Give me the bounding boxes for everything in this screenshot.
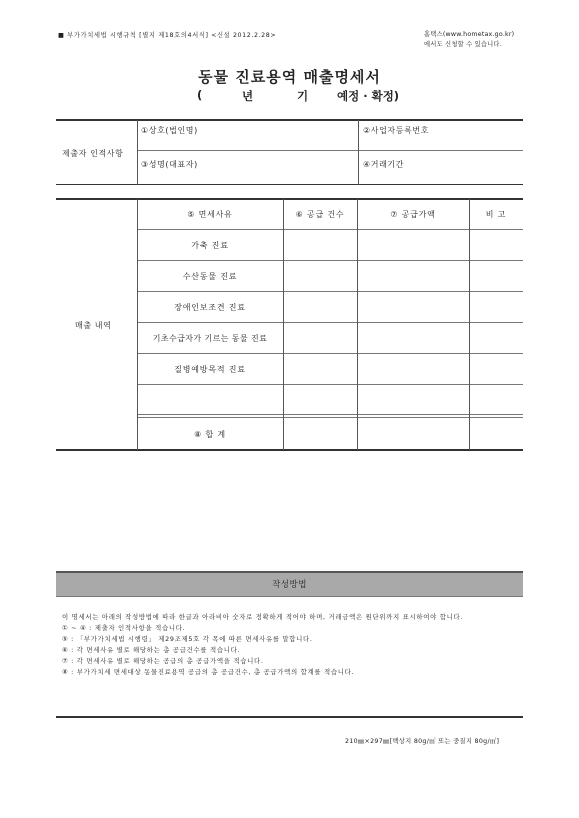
instructions-body — [62, 612, 514, 678]
instruction-line: ⑥ : 각 면세사유 별로 해당하는 총 공급건수를 적습니다. — [62, 646, 241, 654]
divider — [137, 120, 138, 185]
divider — [137, 150, 523, 151]
divider — [137, 384, 523, 385]
header-remarks: 비 고 — [485, 210, 507, 219]
instruction-line: ⑦ : 각 면세사유 별로 해당하는 공급의 총 공급가액을 적습니다. — [62, 657, 264, 665]
transaction-period-label: ④거래기간 — [363, 160, 405, 169]
subtitle-open-paren: ( — [197, 88, 203, 102]
divider — [357, 199, 358, 450]
table-row-aquatic: 수산동물 진료 — [182, 272, 238, 281]
trade-name-label: ①상호(법인명) — [141, 126, 198, 135]
page-title: 동물 진료용역 매출명세서 — [198, 68, 381, 86]
instruction-line: ⑧ : 부가가치세 면세대상 동물진료용역 공급의 총 공급건수, 총 공급가액의 합계를 적습니다. — [62, 668, 355, 676]
hometax-line-2: 에서도 신청할 수 있습니다. — [424, 41, 502, 48]
divider — [56, 449, 523, 451]
hometax-notice — [424, 30, 514, 50]
total-label: ⑧ 합 계 — [194, 430, 226, 439]
table-row-assistance-dog: 장애인보조견 진료 — [174, 303, 246, 312]
instructions-title: 작성방법 — [272, 580, 307, 590]
divider — [283, 199, 284, 450]
business-number-label: ②사업자등록번호 — [363, 126, 430, 135]
subtitle-period: 기 — [297, 89, 309, 103]
instructions-header — [56, 571, 523, 597]
divider — [137, 291, 523, 292]
table-row-disease-prevention: 질병예방목적 진료 — [174, 365, 246, 374]
divider — [137, 322, 523, 323]
subtitle-year: 년 — [242, 89, 254, 103]
hometax-line-1: 홈택스(www.hometax.go.kr) — [424, 31, 515, 38]
table-row-livestock: 가축 진료 — [191, 241, 229, 250]
header-supply-value: ⑦ 공급가액 — [390, 210, 436, 219]
divider — [56, 184, 523, 185]
instruction-line: ① ~ ④ : 제출자 인적사항을 적습니다. — [62, 624, 186, 632]
submitter-section-label: 제출자 인적사항 — [62, 149, 124, 158]
paper-spec: 210㎜×297㎜[백상지 80g/㎡ 또는 중질지 80g/㎡] — [345, 738, 500, 745]
divider — [137, 414, 523, 415]
table-row-basic-recipient: 기초수급자가 기르는 동물 진료 — [152, 334, 268, 343]
law-reference: ■ 부가가치세법 시행규칙 [별지 제18호의4서식] <신설 2012.2.28> — [58, 32, 277, 39]
header-exemption-reason: ⑤ 면세사유 — [187, 210, 233, 219]
divider — [137, 417, 523, 418]
instruction-line: ⑤ : 「부가가치세법 시행령」 제29조제5호 각 목에 따른 면세사유를 말합니다. — [62, 635, 313, 643]
divider — [137, 199, 138, 450]
sales-section-label: 매출 내역 — [75, 321, 112, 330]
divider — [56, 119, 523, 121]
representative-label: ③성명(대표자) — [141, 160, 198, 169]
divider — [137, 229, 523, 230]
divider — [358, 120, 359, 185]
divider — [469, 199, 470, 450]
instruction-line: 이 명세서는 아래의 작성방법에 따라 한글과 아라비아 숫자로 정확하게 적어야 하며, 거래금액은 원단위까지 표시하여야 합니다. — [62, 613, 464, 621]
divider — [56, 198, 523, 200]
divider — [137, 353, 523, 354]
divider — [137, 260, 523, 261]
header-supply-count: ⑥ 공급 건수 — [295, 210, 345, 219]
divider — [56, 716, 523, 718]
subtitle-status: 예정 · 확정) — [337, 89, 400, 103]
